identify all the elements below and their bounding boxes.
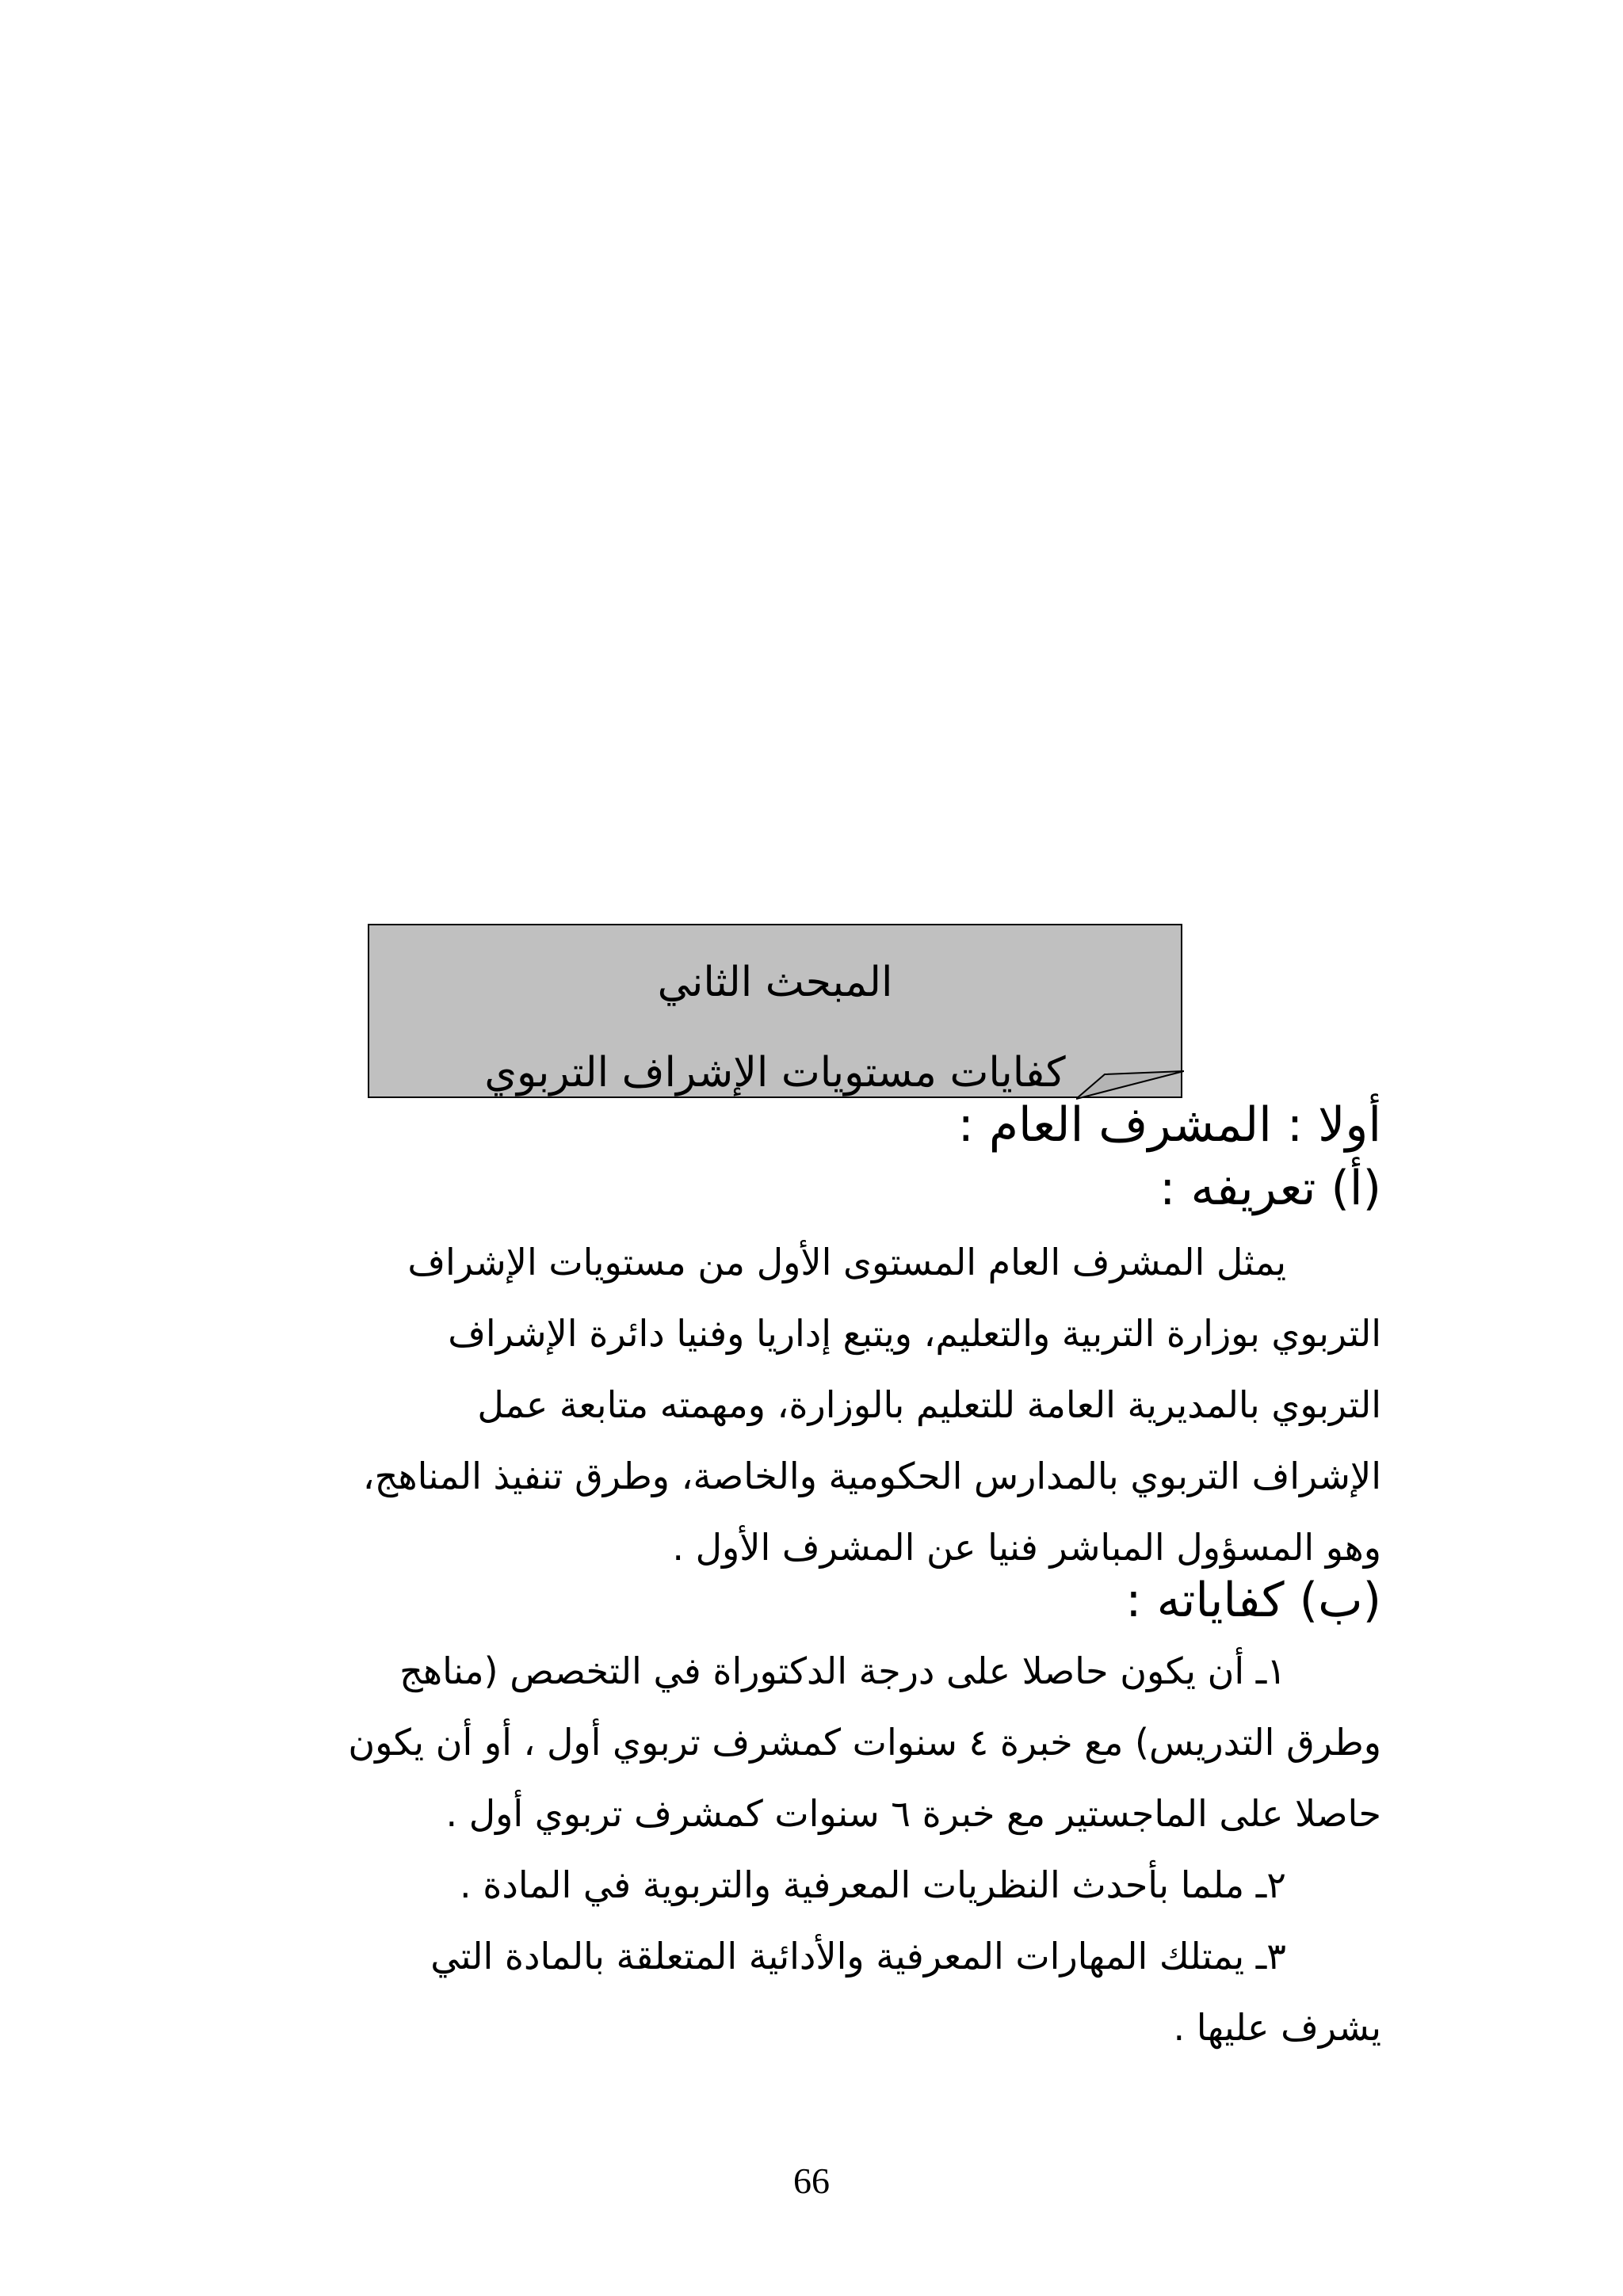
page-number: 66 xyxy=(793,2161,830,2201)
competency-line: حاصلا على الماجستير مع خبرة ٦ سنوات كمشرف تربوي أول . xyxy=(445,1792,1381,1835)
section-title-callout xyxy=(368,924,1182,1098)
section-heading-block xyxy=(238,1093,1381,1220)
competencies-heading-block xyxy=(238,1569,1381,1632)
competencies-list xyxy=(238,1635,1381,2063)
competency-line: ٣ـ يمتلك المهارات المعرفية والأدائية المتعلقة بالمادة التي xyxy=(430,1935,1286,1978)
callout-title: المبحث الثاني xyxy=(657,959,893,1006)
callout-subtitle: كفايات مستويات الإشراف التربوي xyxy=(484,1049,1066,1097)
section-heading: أولا : المشرف العام : xyxy=(957,1097,1381,1153)
definition-line: التربوي بوزارة التربية والتعليم، ويتبع إداريا وفنيا دائرة الإشراف xyxy=(448,1312,1381,1355)
competency-line: وطرق التدريس) مع خبرة ٤ سنوات كمشرف تربوي أول ، أو أن يكون xyxy=(348,1721,1381,1764)
definition-line: يمثل المشرف العام المستوى الأول من مستويات الإشراف xyxy=(407,1241,1286,1283)
definition-line: التربوي بالمديرية العامة للتعليم بالوزارة، ومهمته متابعة عمل xyxy=(477,1383,1381,1426)
definition-heading: (أ) تعريفه : xyxy=(1159,1161,1381,1216)
competencies-heading: (ب) كفاياته : xyxy=(1125,1573,1381,1628)
competency-line: ١ـ أن يكون حاصلا على درجة الدكتوراة في التخصص (مناهج xyxy=(399,1650,1286,1692)
definition-line: الإشراف التربوي بالمدارس الحكومية والخاصة، وطرق تنفيذ المناهج، xyxy=(362,1455,1381,1497)
definition-line: وهو المسؤول المباشر فنيا عن المشرف الأول . xyxy=(672,1526,1381,1569)
definition-paragraph xyxy=(238,1226,1381,1583)
competency-line: ٢ـ ملما بأحدث النظريات المعرفية والتربوية في المادة . xyxy=(459,1863,1286,1906)
competency-line: يشرف عليها . xyxy=(1173,2006,1381,2049)
